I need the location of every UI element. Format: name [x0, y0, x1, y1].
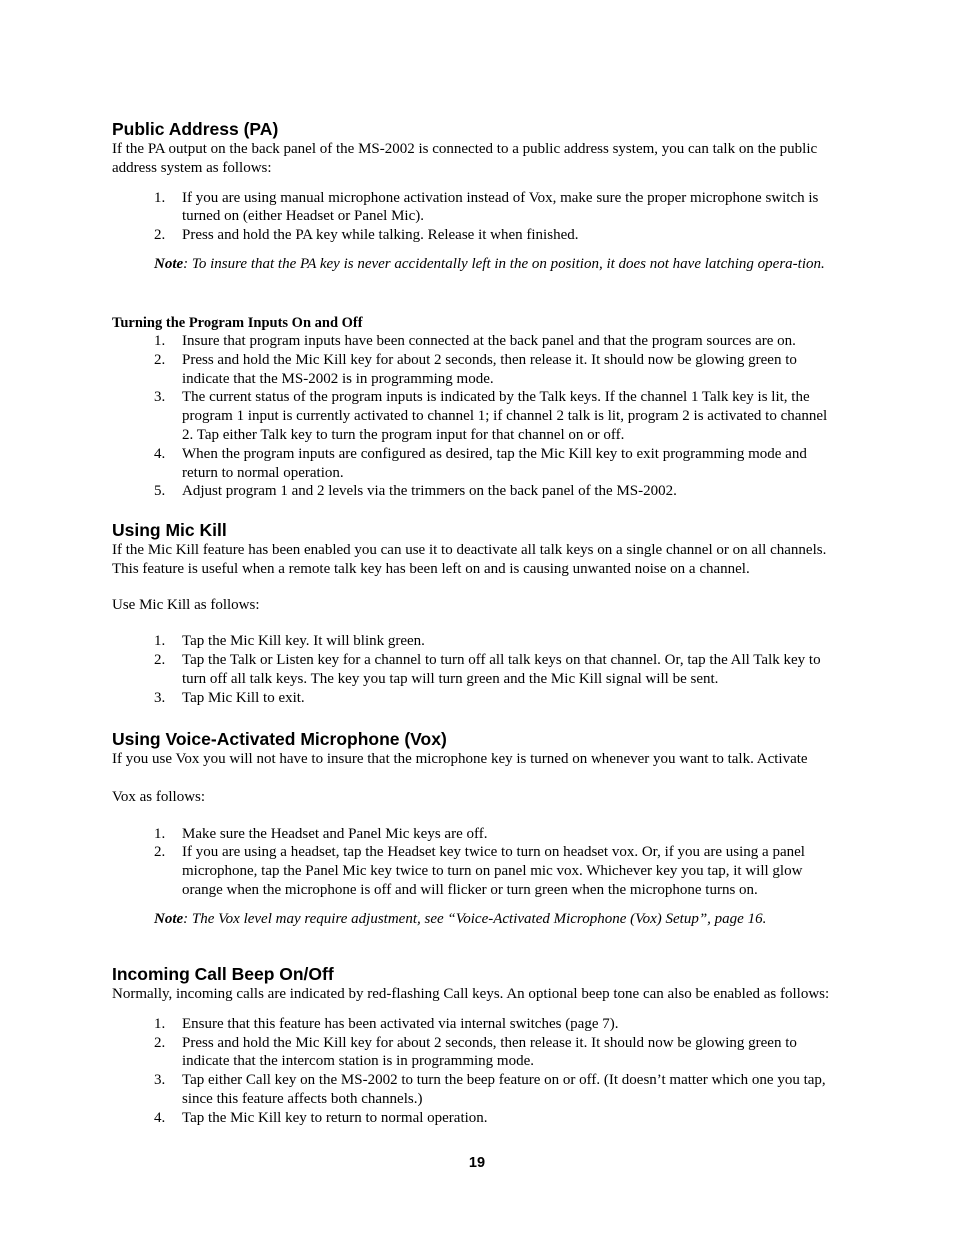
note-label: Note [154, 255, 184, 272]
section-intro-2: Use Mic Kill as follows: [112, 596, 260, 613]
section-call-beep [112, 963, 842, 1128]
subsection-heading: Turning the Program Inputs On and Off [112, 315, 363, 331]
note-label: Note [154, 910, 184, 927]
section-heading: Using Mic Kill [112, 520, 227, 540]
numbered-list [112, 332, 842, 501]
page-number: 19 [468, 1155, 486, 1171]
note-text: : To insure that the PA key is never accidentally left in the on position, it does not have latching opera-tion. [183, 255, 825, 272]
list-item: 1. Insure that program inputs have been connected at the back panel and that the program sources are on. [154, 333, 796, 349]
note-text: : The Vox level may require adjustment, see “Voice-Activated Microphone (Vox) Setup”, page 16. [183, 910, 767, 927]
section-heading: Using Voice-Activated Microphone (Vox) [112, 729, 447, 749]
numbered-list [112, 632, 842, 707]
numbered-list [112, 1015, 842, 1128]
section-vox [112, 728, 842, 929]
list-item: 3. Tap either Call key on the MS-2002 to turn the beep feature on or off. (It doesn’t matter which one you tap, since this feature affects both channels.) [154, 1072, 826, 1107]
list-item: 4. Tap the Mic Kill key to return to normal operation. [154, 1109, 488, 1126]
note [112, 255, 842, 274]
section-intro: If the Mic Kill feature has been enabled you can use it to deactivate all talk keys on a single channel or on all channels. This feature is useful when a remote talk key has been left on and is causing unwanted noise on a channel. [112, 542, 827, 577]
section-public-address [112, 118, 842, 274]
numbered-list [112, 189, 842, 245]
list-item: 2. If you are using a headset, tap the Headset key twice to turn on headset vox. Or, if you are using a panel microphone, tap the Panel Mic key twice to turn on panel mic vox. Whichever key you tap, it will glow orange when the microphone is off and will flicker or turn green when the microphone turns on. [154, 844, 805, 898]
section-mic-kill [112, 519, 842, 708]
list-item: 4. When the program inputs are configured as desired, tap the Mic Kill key to exit programming mode and return to normal operation. [154, 445, 807, 481]
list-item: 1. Tap the Mic Kill key. It will blink green. [154, 633, 425, 650]
section-intro: If the PA output on the back panel of the MS-2002 is connected to a public address system, you can talk on the public address system as follows: [112, 141, 818, 176]
list-item: 1. Ensure that this feature has been activated via internal switches (page 7). [154, 1015, 619, 1032]
list-item: 2. Press and hold the Mic Kill key for about 2 seconds, then release it. It should now be glowing green to indicate that the intercom station is in programming mode. [154, 1034, 797, 1070]
list-item: 3. The current status of the program inputs is indicated by the Talk keys. If the channel 1 Talk key is lit, the program 1 input is currently activated to channel 1; if channel 2 talk is lit, program 2 is activated to channel 2. Tap either Talk key to turn the program input for that channel on or off. [154, 389, 828, 443]
section-intro-2: Vox as follows: [112, 788, 206, 805]
list-item: 3. Tap Mic Kill to exit. [154, 689, 305, 706]
list-item: 2. Press and hold the PA key while talking. Release it when finished. [154, 227, 579, 244]
list-item: 2. Press and hold the Mic Kill key for about 2 seconds, then release it. It should now be glowing green to indicate that the MS-2002 is in programming mode. [154, 351, 797, 387]
list-item: 1. If you are using manual microphone activation instead of Vox, make sure the proper microphone switch is turned on (either Headset or Panel Mic). [154, 189, 819, 225]
list-item: 2. Tap the Talk or Listen key for a channel to turn off all talk keys on that channel. Or, tap the All Talk key to turn off all talk keys. The key you tap will turn green and the Mic Kill signal will be sent. [154, 652, 821, 687]
list-item: 5. Adjust program 1 and 2 levels via the trimmers on the back panel of the MS-2002. [154, 483, 677, 500]
section-intro: If you use Vox you will not have to insure that the microphone key is turned on whenever you want to talk. Activate [112, 751, 808, 767]
section-heading: Incoming Call Beep On/Off [112, 964, 334, 984]
numbered-list [112, 825, 842, 900]
section-intro: Normally, incoming calls are indicated by red-flashing Call keys. An optional beep tone can also be enabled as follows: [112, 986, 830, 1002]
note [112, 910, 842, 929]
section-heading: Public Address (PA) [112, 119, 279, 139]
list-item: 1. Make sure the Headset and Panel Mic keys are off. [154, 825, 488, 842]
section-program-inputs [112, 314, 842, 501]
